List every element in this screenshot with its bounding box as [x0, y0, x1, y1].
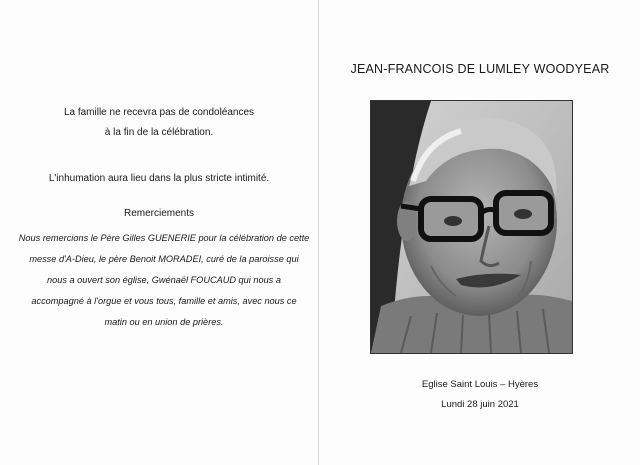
burial-notice: L'inhumation aura lieu dans la plus stricte intimité.	[48, 173, 270, 184]
page-fold	[318, 0, 319, 465]
left-page	[0, 0, 318, 465]
thanks-line: matin ou en union de prières.	[104, 317, 224, 327]
deceased-name: JEAN-FRANCOIS DE LUMLEY WOODYEAR	[350, 62, 610, 76]
condolences-notice: La famille ne recevra pas de condoléances	[63, 107, 255, 118]
thanks-line: messe d'A-Dieu, le père Benoit MORADEI, curé de la paroisse qui	[29, 254, 299, 264]
ceremony-date: Lundi 28 juin 2021	[441, 399, 519, 410]
thanks-line: Nous remercions le Père Gilles GUENERIE pour la célébration de cette	[18, 233, 310, 243]
thanks-line: accompagné à l'orgue et vous tous, famille et amis, avec nous ce	[31, 296, 297, 306]
ceremony-location: Eglise Saint Louis – Hyères	[421, 379, 539, 390]
portrait-photo	[370, 100, 573, 354]
right-page	[320, 0, 640, 465]
thanks-text	[14, 228, 314, 333]
thanks-line: nous a ouvert son église, Gwénaël FOUCAUD qui nous a	[47, 275, 281, 285]
celebration-notice: à la fin de la célébration.	[104, 127, 214, 138]
thanks-heading: Remerciements	[123, 208, 195, 219]
